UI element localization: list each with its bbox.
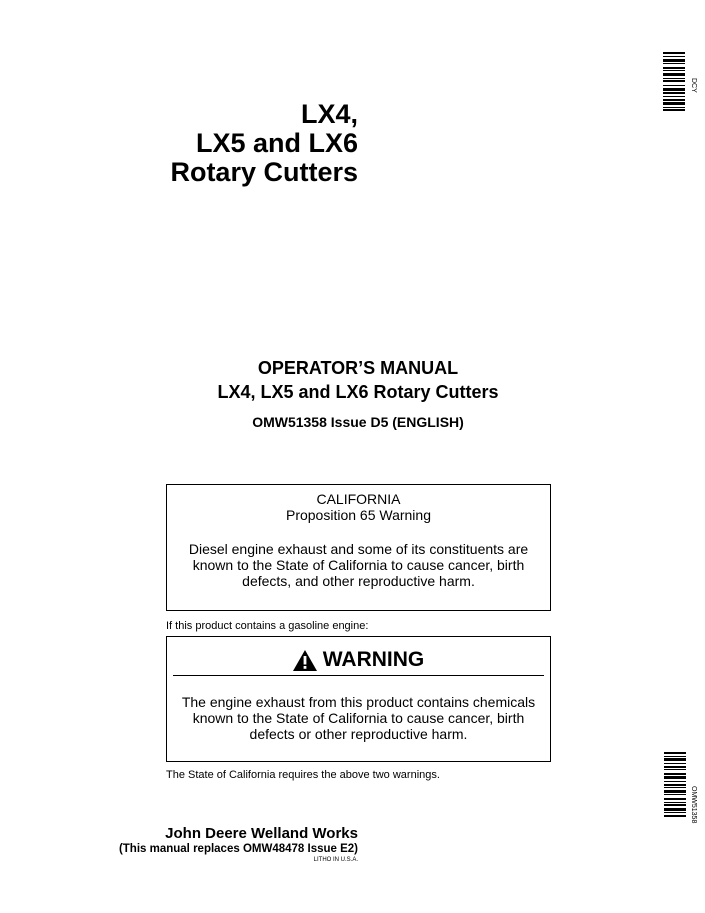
- replaces-note: (This manual replaces OMW48478 Issue E2): [118, 843, 358, 855]
- warning-heading: WARNING: [322, 648, 425, 671]
- litho-note: LITHO IN U.S.A.: [313, 857, 358, 863]
- warning-header: [167, 647, 550, 673]
- company-name: John Deere Welland Works: [165, 825, 358, 842]
- operator-issue-line: OMW51358 Issue D5 (ENGLISH): [252, 414, 464, 430]
- gasoline-engine-note: If this product contains a gasoline engine:: [166, 620, 369, 632]
- california-warning-box: [166, 484, 551, 611]
- warning-divider: [173, 675, 544, 676]
- operator-model-line: LX4, LX5 and LX6 Rotary Cutters: [217, 382, 499, 402]
- top-barcode-code: DCY: [690, 78, 697, 93]
- operator-heading: OPERATOR’S MANUAL: [257, 358, 459, 378]
- warning-triangle-icon: [293, 650, 317, 671]
- proposition-65-heading: Proposition 65 Warning: [285, 507, 431, 523]
- california-heading: CALIFORNIA: [316, 491, 401, 507]
- title-line-3: Rotary Cutters: [170, 157, 358, 187]
- bottom-barcode: [664, 752, 686, 817]
- california-body-text: Diesel engine exhaust and some of its constituents are known to the State of California to cause cancer, birth defects, and other reproductive harm.: [188, 541, 529, 589]
- operator-manual-block: [0, 357, 705, 431]
- title-line-2: LX5 and LX6: [195, 128, 358, 158]
- bottom-barcode-code: OMW51358: [690, 786, 697, 824]
- footer-block: [119, 825, 358, 864]
- top-barcode: [663, 52, 685, 111]
- state-requirement-note: The State of California requires the above two warnings.: [166, 769, 440, 781]
- warning-body-text: The engine exhaust from this product contains chemicals known to the State of California to cause cancer, birth defects or other reproductive harm.: [181, 694, 536, 742]
- gasoline-warning-box: [166, 636, 551, 762]
- title-line-1: LX4,: [300, 99, 358, 129]
- manual-title: [170, 100, 358, 187]
